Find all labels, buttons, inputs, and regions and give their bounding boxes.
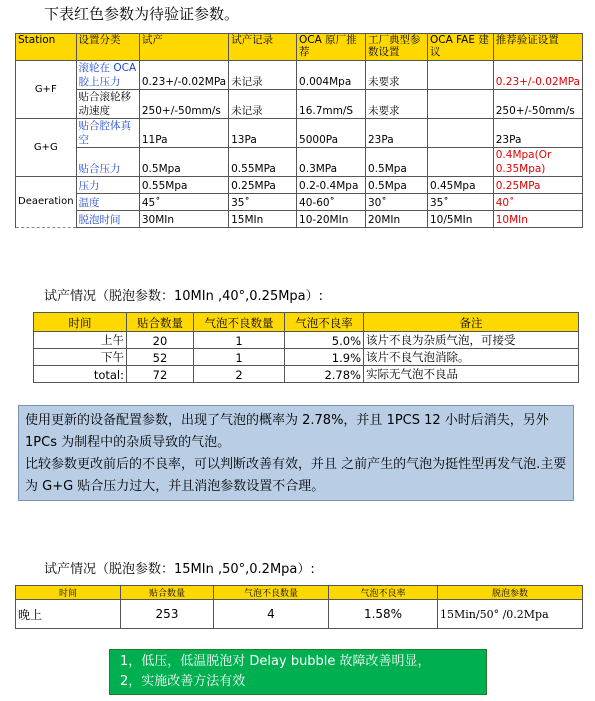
header-time: 时间 (16, 586, 121, 600)
parameter-table (15, 33, 583, 228)
recommended-cell: 0.25MPa (493, 177, 582, 194)
section-title-trial-2: 试产情况（脱泡参数：15MIn ,50°,0.2Mpa）: (44, 562, 315, 577)
value-cell: 20MIn (366, 211, 428, 228)
recommended-cell: 23Pa (493, 119, 582, 148)
category-cell: 贴合腔体真空 (76, 119, 139, 148)
count-cell: 253 (121, 600, 214, 629)
value-cell: 未记录 (229, 61, 297, 90)
header-count: 贴合数量 (121, 586, 214, 600)
remark-cell: 该片不良气泡消除。 (364, 349, 579, 366)
value-cell: 0.23+/-0.02MPa (139, 61, 228, 90)
value-cell: 11Pa (139, 119, 228, 148)
conclusion-line-2: 2，实施改善方法有效 (120, 674, 246, 689)
table-row (16, 90, 583, 119)
header-defect-count: 气泡不良数量 (194, 313, 285, 332)
recommended-cell: 40˚ (493, 194, 582, 211)
table-row (16, 61, 583, 90)
count-cell: 20 (127, 332, 194, 349)
category-cell: 压力 (76, 177, 139, 194)
trial-table-1 (33, 312, 579, 383)
category-cell: 贴合滚轮移动速度 (76, 90, 139, 119)
header-trial-record: 试产记录 (229, 34, 297, 61)
table-row (16, 148, 583, 177)
header-remark: 备注 (364, 313, 579, 332)
value-cell (427, 119, 493, 148)
table-row (16, 119, 583, 148)
category-cell: 贴合压力 (76, 148, 139, 177)
section-title-trial-1: 试产情况（脱泡参数：10MIn ,40°,0.25Mpa）: (44, 289, 324, 304)
station-cell: G+F (16, 61, 77, 119)
table-row (16, 211, 583, 228)
header-oca-fae: OCA FAE 建议 (427, 34, 493, 61)
header-count: 贴合数量 (127, 313, 194, 332)
recommended-cell: 250+/-50mm/s (493, 90, 582, 119)
recommended-cell: 10MIn (493, 211, 582, 228)
table-header-row (16, 586, 583, 600)
value-cell: 未记录 (229, 90, 297, 119)
header-defect-rate: 气泡不良率 (329, 586, 438, 600)
header-trial: 试产 (139, 34, 228, 61)
value-cell: 13Pa (229, 119, 297, 148)
value-cell: 40-60˚ (297, 194, 366, 211)
value-cell: 35˚ (427, 194, 493, 211)
value-cell: 0.004Mpa (297, 61, 366, 90)
remark-cell: 该片不良为杂质气泡，可接受 (364, 332, 579, 349)
value-cell: 0.3MPa (297, 148, 366, 177)
value-cell: 30˚ (366, 194, 428, 211)
value-cell: 0.5Mpa (139, 148, 228, 177)
header-station: Station (16, 34, 77, 61)
header-recommended: 推荐验证设置 (493, 34, 582, 61)
station-cell: G+G (16, 119, 77, 177)
header-deaeration-params: 脱泡参数 (438, 586, 583, 600)
defect-rate-cell: 1.9% (285, 349, 364, 366)
value-cell (427, 148, 493, 177)
station-cell: Deaeration (16, 177, 77, 228)
value-cell: 0.45Mpa (427, 177, 493, 194)
value-cell: 10-20MIn (297, 211, 366, 228)
value-cell: 10/5MIn (427, 211, 493, 228)
value-cell: 23Pa (366, 119, 428, 148)
header-time: 时间 (34, 313, 127, 332)
defect-rate-cell: 5.0% (285, 332, 364, 349)
count-cell: 72 (127, 366, 194, 383)
recommended-cell: 0.4Mpa(Or 0.35Mpa) (493, 148, 582, 177)
table-header-row (16, 34, 583, 61)
category-cell: 温度 (76, 194, 139, 211)
header-factory-setting: 工厂典型参数设置 (366, 34, 428, 61)
category-cell: 脱泡时间 (76, 211, 139, 228)
value-cell: 未要求 (366, 90, 428, 119)
header-defect-rate: 气泡不良率 (285, 313, 364, 332)
value-cell: 30MIn (139, 211, 228, 228)
value-cell: 0.25MPa (229, 177, 297, 194)
value-cell: 5000Pa (297, 119, 366, 148)
value-cell (427, 61, 493, 90)
value-cell: 0.5Mpa (366, 148, 428, 177)
value-cell: 0.55MPa (229, 148, 297, 177)
defect-count-cell: 1 (194, 349, 285, 366)
table-row (16, 600, 583, 629)
value-cell: 0.55Mpa (139, 177, 228, 194)
time-cell: total: (34, 366, 127, 383)
value-cell: 0.5Mpa (366, 177, 428, 194)
table-row (34, 332, 579, 349)
time-cell: 晚上 (16, 600, 121, 629)
value-cell: 45˚ (139, 194, 228, 211)
count-cell: 52 (127, 349, 194, 366)
analysis-note (18, 405, 574, 501)
value-cell (427, 90, 493, 119)
value-cell: 250+/-50mm/s (139, 90, 228, 119)
defect-rate-cell: 1.58% (329, 600, 438, 629)
remark-cell: 实际无气泡不良品 (364, 366, 579, 383)
defect-rate-cell: 2.78% (285, 366, 364, 383)
page-title: 下表红色参数为待验证参数。 (44, 5, 240, 23)
category-cell: 滚轮在 OCA 胶上压力 (76, 61, 139, 90)
value-cell: 未要求 (366, 61, 428, 90)
table-row (16, 177, 583, 194)
table-row (34, 349, 579, 366)
time-cell: 下午 (34, 349, 127, 366)
params-cell: 15Min/50° /0.2Mpa (438, 600, 583, 629)
defect-count-cell: 2 (194, 366, 285, 383)
table-header-row (34, 313, 579, 332)
note-line-1: 使用更新的设备配置参数，出现了气泡的概率为 2.78%，并且 1PCS 12 小时后消失，另外 1PCs 为制程中的杂质导致的气泡。 (25, 413, 549, 450)
header-oca-recommend: OCA 原厂推荐 (297, 34, 366, 61)
value-cell: 15MIn (229, 211, 297, 228)
recommended-cell: 0.23+/-0.02MPa (493, 61, 582, 90)
value-cell: 16.7mm/S (297, 90, 366, 119)
defect-count-cell: 1 (194, 332, 285, 349)
defect-count-cell: 4 (214, 600, 329, 629)
conclusion-box (109, 649, 487, 695)
note-line-2: 比较参数更改前后的不良率，可以判断改善有效，并且 之前产生的气泡为挺性型再发气泡.主要为 G+G 贴合压力过大，并且消泡参数设置不合理。 (25, 457, 567, 494)
trial-table-2 (15, 585, 583, 629)
header-defect-count: 气泡不良数量 (214, 586, 329, 600)
value-cell: 35˚ (229, 194, 297, 211)
conclusion-line-1: 1，低压，低温脱泡对 Delay bubble 故障改善明显， (120, 654, 431, 669)
table-row (34, 366, 579, 383)
table-row (16, 194, 583, 211)
time-cell: 上午 (34, 332, 127, 349)
value-cell: 0.2-0.4Mpa (297, 177, 366, 194)
header-category: 设置分类 (76, 34, 139, 61)
